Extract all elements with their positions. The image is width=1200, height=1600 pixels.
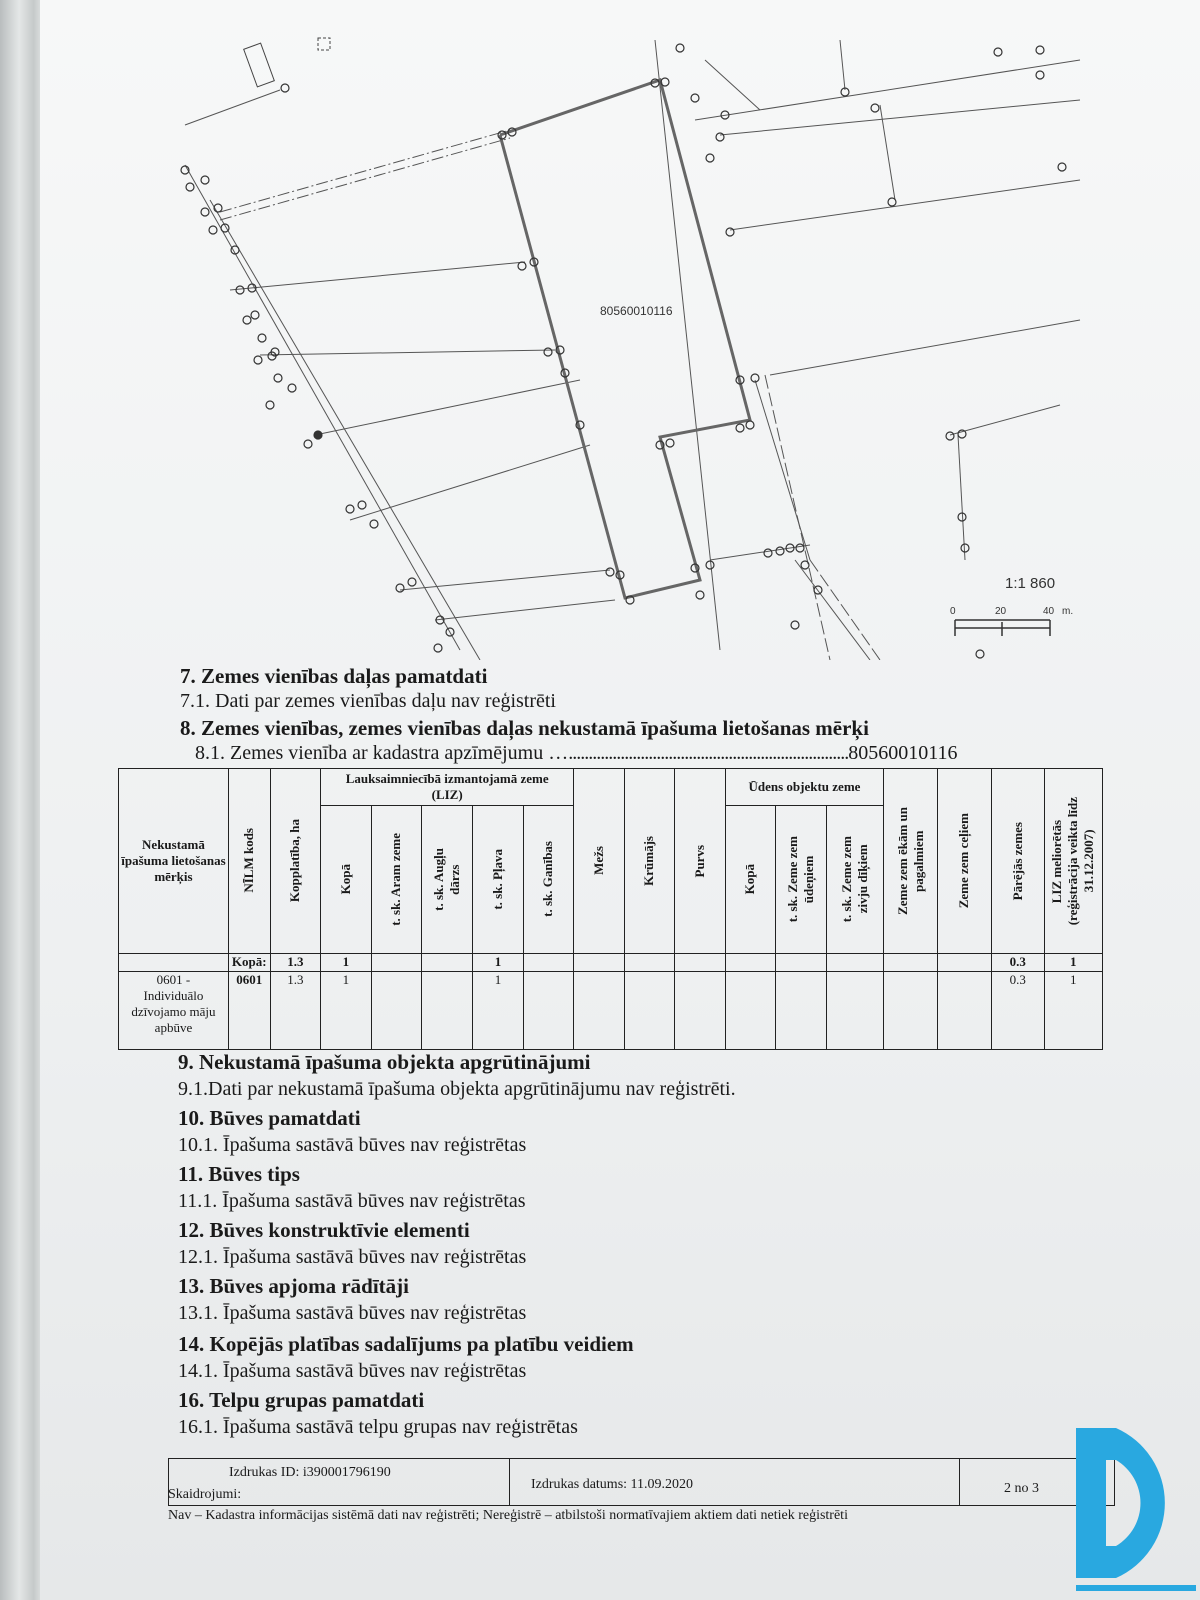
col-melio: LIZ meliorētās (reģistrācija veikta līdz 31.12.2007) (1044, 769, 1102, 954)
section-13-text: 13.1. Īpašuma sastāvā būves nav reģistrētas (178, 1302, 527, 1324)
section-7-heading: 7. Zemes vienības daļas pamatdati (180, 664, 488, 688)
table-row (119, 972, 1162, 1050)
print-date: Izdrukas datums: 11.09.2020 (531, 1477, 694, 1492)
col-nilm: NĪLM kods (228, 769, 270, 954)
row-melio: 1 (1044, 972, 1102, 1050)
print-info-box (168, 1458, 1115, 1506)
col-meadow: t. sk. Pļava (473, 805, 523, 953)
section-14-text: 14.1. Īpašuma sastāvā būves nav reģistrētas (178, 1360, 527, 1382)
group-water: Ūdens objektu zeme (725, 769, 884, 806)
section-11-text: 11.1. Īpašuma sastāvā būves nav reģistrētas (178, 1190, 526, 1212)
section-9-text: 9.1.Dati par nekustamā īpašuma objekta apgrūtinājumu nav reģistrēti. (178, 1078, 736, 1100)
row-meadow: 1 (473, 972, 523, 1050)
cadastral-map (150, 0, 1150, 660)
section-11-heading: 11. Būves tips (178, 1162, 300, 1186)
section-8-cadastre-number: 80560010116 (848, 742, 958, 764)
total-label: Kopā: (228, 953, 270, 971)
section-9-heading: 9. Nekustamā īpašuma objekta apgrūtinājumi (178, 1050, 591, 1074)
section-8-heading: 8. Zemes vienības, zemes vienības daļas nekustamā īpašuma lietošanas mērķi (180, 716, 869, 740)
section-12-heading: 12. Būves konstruktīvie elementi (178, 1218, 470, 1242)
section-13-heading: 13. Būves apjoma rādītāji (178, 1274, 409, 1298)
section-14-heading: 14. Kopējās platības sadalījums pa platību veidiem (178, 1332, 634, 1356)
section-8-label: 8.1. Zemes vienība ar kadastra apzīmējumu … (195, 742, 569, 764)
col-water-total: Kopā (725, 805, 775, 953)
total-meadow: 1 (473, 953, 523, 971)
row-area: 1.3 (270, 972, 320, 1050)
col-area: Kopplatība, ha (270, 769, 320, 954)
print-id: Izdrukas ID: i390001796190 (229, 1465, 391, 1480)
row-other: 0.3 (991, 972, 1044, 1050)
col-orchard: t. sk. Augļu dārzs (422, 805, 473, 953)
map-scale-label: 1:1 860 (1005, 575, 1056, 592)
col-roads: Zeme zem ceļiem (938, 769, 991, 954)
col-liz-total: Kopā (321, 805, 371, 953)
section-8-leader-dots: ...................................................................... (568, 742, 849, 764)
section-10-heading: 10. Būves pamatdati (178, 1106, 361, 1130)
section-16-heading: 16. Telpu grupas pamatdati (178, 1388, 425, 1412)
scale-bar (955, 620, 1050, 636)
col-bog: Purvs (675, 769, 725, 954)
col-pasture: t. sk. Ganības (523, 805, 573, 953)
col-other: Pārējās zemes (991, 769, 1044, 954)
scale-tick-0: 0 (950, 606, 956, 617)
row-liz: 1 (321, 972, 371, 1050)
table-total-row (119, 953, 1162, 971)
section-12-text: 12.1. Īpašuma sastāvā būves nav reģistrētas (178, 1246, 527, 1268)
section-8-text (195, 742, 957, 765)
col-purpose: Nekustamā īpašuma lietošanas mērķis (119, 769, 229, 954)
section-16-text: 16.1. Īpašuma sastāvā telpu grupas nav reģistrētas (178, 1416, 578, 1438)
group-liz: Lauksaimniecībā izmantojamā zeme (LIZ) (321, 769, 574, 806)
total-other: 0.3 (991, 953, 1044, 971)
col-under-water: t. sk. Zeme zem ūdeņiem (776, 805, 827, 953)
watermark-logo (1076, 1428, 1200, 1600)
row-nilm: 0601 (228, 972, 270, 1050)
col-fish-ponds: t. sk. Zeme zem zivju dīķiem (827, 805, 884, 953)
land-use-table (118, 768, 1162, 1050)
page-number: 2 no 3 (1004, 1481, 1039, 1496)
parcel-id-label: 80560010116 (600, 304, 673, 318)
total-liz: 1 (321, 953, 371, 971)
scale-tick-20: 20 (995, 606, 1007, 617)
explanations-label: Skaidrojumi: (168, 1487, 242, 1502)
scale-unit: m. (1062, 606, 1074, 617)
col-arable: t. sk. Aram zeme (371, 805, 421, 953)
col-forest: Mežs (574, 769, 624, 954)
col-buildings: Zeme zem ēkām un pagalmiem (884, 769, 938, 954)
section-10-text: 10.1. Īpašuma sastāvā būves nav reģistrētas (178, 1134, 527, 1156)
explanations-text: Nav – Kadastra informācijas sistēmā dati nav reģistrēti; Nereģistrē – atbilstoši normatīvajiem aktiem dati netiek reģistrēti (168, 1508, 848, 1523)
row-purpose: 0601 - Individuālo dzīvojamo māju apbūve (119, 972, 229, 1050)
total-melio: 1 (1044, 953, 1102, 971)
scale-tick-40: 40 (1043, 606, 1055, 617)
col-shrub: Krūmājs (624, 769, 674, 954)
section-7-text: 7.1. Dati par zemes vienības daļu nav reģistrēti (180, 690, 556, 712)
total-area: 1.3 (270, 953, 320, 971)
